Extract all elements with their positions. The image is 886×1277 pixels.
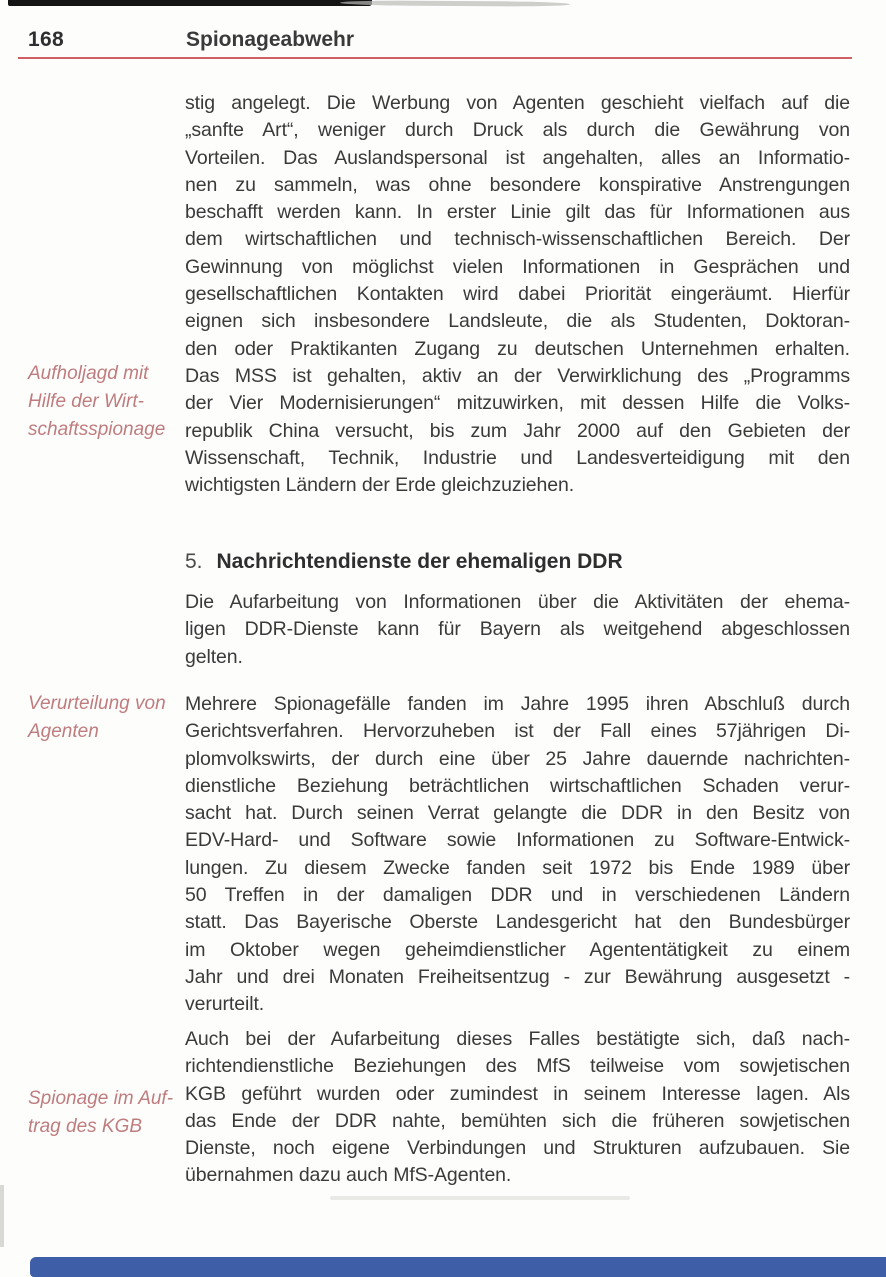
text-line: trag des KGB: [28, 1116, 143, 1137]
running-header-title: Spionageabwehr: [186, 28, 355, 51]
text-line: gesellschaftlichen Kontakten wird dabei Priorität eingeräumt. Hierfür: [185, 283, 850, 306]
text-line: plomvolkswirts, der durch eine über 25 Jahre dauernde nachrichten-: [185, 747, 850, 770]
text-line: Vorteilen. Das Auslandspersonal ist angehalten, alles an Informatio-: [185, 146, 850, 169]
text-line: verurteilt.: [185, 993, 265, 1016]
text-line: 50 Treffen in der damaligen DDR und in verschiedenen Ländern: [185, 884, 850, 907]
footer-color-bar: [30, 1257, 886, 1277]
text-line: dienstliche Beziehung beträchtlichen wirtschaftlichen Schaden verur-: [185, 774, 850, 797]
body-paragraph: [185, 1026, 850, 1190]
text-line: nen zu sammeln, was ohne besondere konspirative Anstrengungen: [185, 173, 850, 196]
text-line: sacht hat. Durch seinen Verrat gelangte die DDR in den Besitz von: [185, 802, 850, 825]
text-line: gelten.: [185, 645, 243, 668]
scan-artifact-smudge: [330, 1196, 630, 1200]
text-line: das Ende der DDR nahte, bemühten sich die früheren sowjetischen: [185, 1109, 850, 1132]
text-line: „sanfte Art“, weniger durch Druck als durch die Gewährung von: [185, 119, 850, 142]
body-paragraph: [185, 90, 850, 499]
text-line: ligen DDR-Dienste kann für Bayern als weitgehend abgeschlossen: [185, 618, 850, 641]
text-line: KGB geführt wurden oder zumindest in seinem Interesse lagen. Als: [185, 1082, 850, 1105]
text-line: Wissenschaft, Technik, Industrie und Landesverteidigung mit den: [185, 446, 850, 469]
text-line: Agenten: [28, 721, 99, 742]
text-line: eignen sich insbesondere Landsleute, die als Studenten, Doktoran-: [185, 310, 850, 333]
text-line: Gerichtsverfahren. Hervorzuheben ist der Fall eines 57jährigen Di-: [185, 720, 850, 743]
margin-note-verurteilung: [28, 690, 183, 746]
page-number: 168: [28, 28, 64, 51]
text-line: dem wirtschaftlichen und technisch-wissenschaftlichen Bereich. Der: [185, 228, 850, 251]
text-line: republik China versucht, bis zum Jahr 2000 auf den Gebieten der: [185, 419, 850, 442]
scan-artifact-left-sliver: [0, 1185, 4, 1247]
text-line: Hilfe der Wirt-: [28, 391, 144, 412]
text-line: statt. Das Bayerische Oberste Landesgericht hat den Bundesbürger: [185, 911, 850, 934]
section-title: Nachrichtendienste der ehemaligen DDR: [216, 550, 623, 573]
text-line: schaftsspionage: [28, 419, 166, 440]
text-line: übernahmen dazu auch MfS-Agenten.: [185, 1164, 512, 1187]
text-line: Die Aufarbeitung von Informationen über die Aktivitäten der ehema-: [185, 591, 850, 613]
text-line: den oder Praktikanten Zugang zu deutschen Unternehmen erhalten.: [185, 337, 850, 360]
page-header: [0, 28, 886, 54]
text-line: Gewinnung von möglichst vielen Informationen in Gesprächen und: [185, 255, 850, 278]
scan-artifact-top-line: [8, 0, 372, 6]
body-paragraph: [185, 589, 850, 671]
section-number: 5.: [185, 550, 203, 573]
text-line: im Oktober wegen geheimdienstlicher Agententätigkeit zu einem: [185, 938, 850, 961]
header-rule: [18, 57, 852, 59]
text-line: EDV-Hard- und Software sowie Informationen zu Software-Entwick-: [185, 829, 850, 852]
text-line: Das MSS ist gehalten, aktiv an der Verwirklichung des „Programms: [185, 364, 850, 387]
text-line: Mehrere Spionagefälle fanden im Jahre 1995 ihren Abschluß durch: [185, 693, 850, 715]
text-line: beschafft werden kann. In erster Linie gilt das für Informationen aus: [185, 201, 850, 224]
text-line: Spionage im Auf-: [28, 1088, 174, 1109]
body-paragraph: [185, 691, 850, 1019]
margin-note-kgb: [28, 1085, 183, 1141]
text-line: richtendienstliche Beziehungen des MfS teilweise vom sowjetischen: [185, 1055, 850, 1078]
margin-note-wirtschaftsspionage: [28, 360, 183, 444]
text-line: stig angelegt. Die Werbung von Agenten geschieht vielfach auf die: [185, 92, 850, 114]
text-line: Dienste, noch eigene Verbindungen und Strukturen aufzubauen. Sie: [185, 1137, 850, 1160]
text-line: Auch bei der Aufarbeitung dieses Falles bestätigte sich, daß nach-: [185, 1028, 850, 1050]
text-line: Jahr und drei Monaten Freiheitsentzug - zur Bewährung ausgesetzt -: [185, 965, 850, 988]
text-line: Aufholjagd mit: [28, 363, 149, 384]
text-line: der Vier Modernisierungen“ mitzuwirken, mit dessen Hilfe die Volks-: [185, 392, 850, 415]
text-line: Verurteilung von: [28, 693, 166, 714]
text-line: lungen. Zu diesem Zwecke fanden seit 1972 bis Ende 1989 über: [185, 856, 850, 879]
section-heading: [185, 550, 850, 574]
scan-artifact-top-arc: [340, 0, 570, 7]
text-line: wichtigsten Ländern der Erde gleichzuziehen.: [185, 474, 575, 497]
